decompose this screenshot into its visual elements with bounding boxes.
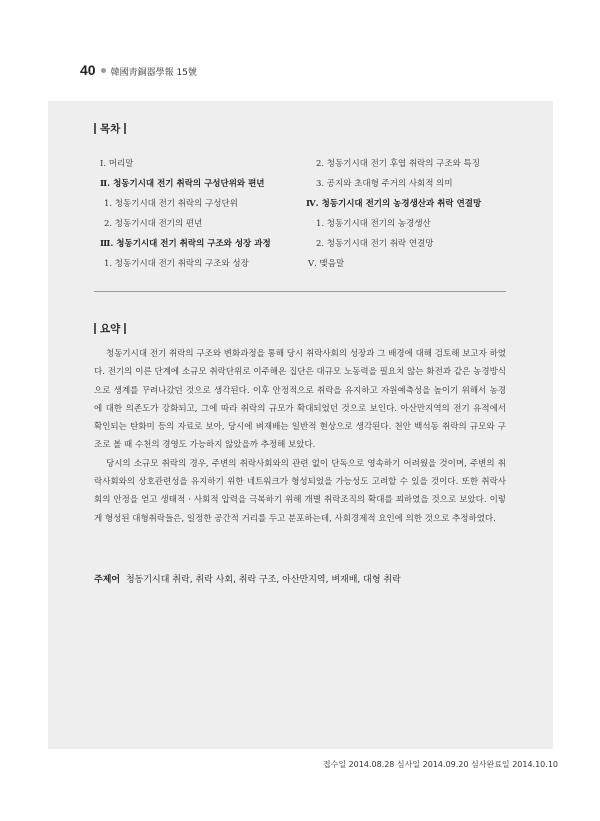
- toc-heading: [94, 121, 126, 136]
- toc-item[interactable]: Ⅴ. 맺음말: [308, 259, 345, 269]
- toc-item[interactable]: 2. 청동기시대 전기 후엽 취락의 구조와 특징: [316, 159, 480, 169]
- toc-item[interactable]: Ⅱ. 청동기시대 전기 취락의 구성단위와 편년: [100, 179, 265, 189]
- bar-left-icon: [94, 123, 96, 134]
- journal-title: 韓國靑銅器學報 15號: [110, 68, 197, 78]
- toc-item[interactable]: Ⅲ. 청동기시대 전기 취락의 구조와 성장 과정: [100, 239, 271, 249]
- keywords-line: [94, 572, 401, 585]
- toc-item[interactable]: 1. 청동기시대 전기의 농경생산: [316, 219, 431, 229]
- toc-item[interactable]: 1. 청동기시대 전기 취락의 구성단위: [104, 199, 238, 209]
- submission-dates: 접수일 2014.08.28 심사일 2014.09.20 심사완료일 2014.10.10: [322, 760, 558, 769]
- keywords-text: 청동기시대 취락, 취락 사회, 취락 구조, 아산만지역, 벼재배, 대형 취락: [125, 575, 401, 585]
- toc-heading-label: 목차: [100, 123, 121, 135]
- running-header: [80, 62, 197, 78]
- toc-item[interactable]: 2. 청동기시대 전기의 편년: [104, 219, 203, 229]
- abstract-body: [94, 345, 506, 528]
- toc-left-column: [92, 154, 302, 274]
- section-divider: [94, 291, 506, 292]
- abstract-paragraph: 당시의 소규모 취락의 경우, 주변의 취락사회와의 관련 없이 단독으로 영속하기 어려웠을 것이며, 주변의 취락사회와의 상호관련성을 유지하기 위한 네트워크가 형성되었을 가능성도 고려할 수 있을 것이다. 또한 취락사회의 안정을 얻고 생태적 · 사회적 압력을 극복하기 위해 개별 취락조직의 확대를 꾀하였을 것으로 보았다. 이렇게 형성된 대형취락들은, 일정한 공간적 거리를 두고 분포하는데, 사회경제적 요인에 의한 것으로 추정하였다.: [94, 458, 506, 524]
- toc-item[interactable]: 3. 공지와 초대형 주거의 사회적 의미: [316, 179, 453, 189]
- keywords-label: 주제어: [94, 575, 121, 585]
- bar-right-icon: [124, 323, 126, 334]
- toc-item[interactable]: 1. 청동기시대 전기 취락의 구조와 성장: [104, 259, 249, 269]
- toc-item[interactable]: 2. 청동기시대 전기 취락 연결망: [316, 239, 434, 249]
- toc-right-column: [306, 154, 526, 274]
- toc-item[interactable]: Ⅳ. 청동기시대 전기의 농경생산과 취락 연결망: [306, 199, 482, 209]
- abstract-heading-label: 요약: [100, 323, 121, 335]
- bullet-dot-icon: [101, 68, 106, 73]
- abstract-heading: [94, 321, 126, 336]
- abstract-paragraph: 청동기시대 전기 취락의 구조와 변화과정을 통해 당시 취락사회의 성장과 그 배경에 대해 검토해 보고자 하였다. 전기의 이른 단계에 소규모 취락단위로 이주해온 집단은 대규모 노동력을 필요치 않는 화전과 같은 농경방식으로 생계를 꾸려나갔던 것으로 생각된다. 이후 안정적으로 취락을 유지하고 자원예측성을 높이기 위해서 농경에 대한 의존도가 강화되고, 그에 따라 취락의 규모가 확대되었던 것으로 보인다. 아산만지역의 전기 유적에서 확인되는 탄화미 등의 자료로 보아, 당시에 벼재배는 일반적 현상으로 생각된다. 천안 백석동 취락의 규모와 구조로 볼 때 수천의 경영도 가능하지 않았을까 추정해 보았다.: [94, 349, 506, 451]
- page-number: 40: [80, 62, 96, 78]
- bar-right-icon: [124, 123, 126, 134]
- toc-item[interactable]: Ⅰ. 머리말: [100, 159, 134, 169]
- bar-left-icon: [94, 323, 96, 334]
